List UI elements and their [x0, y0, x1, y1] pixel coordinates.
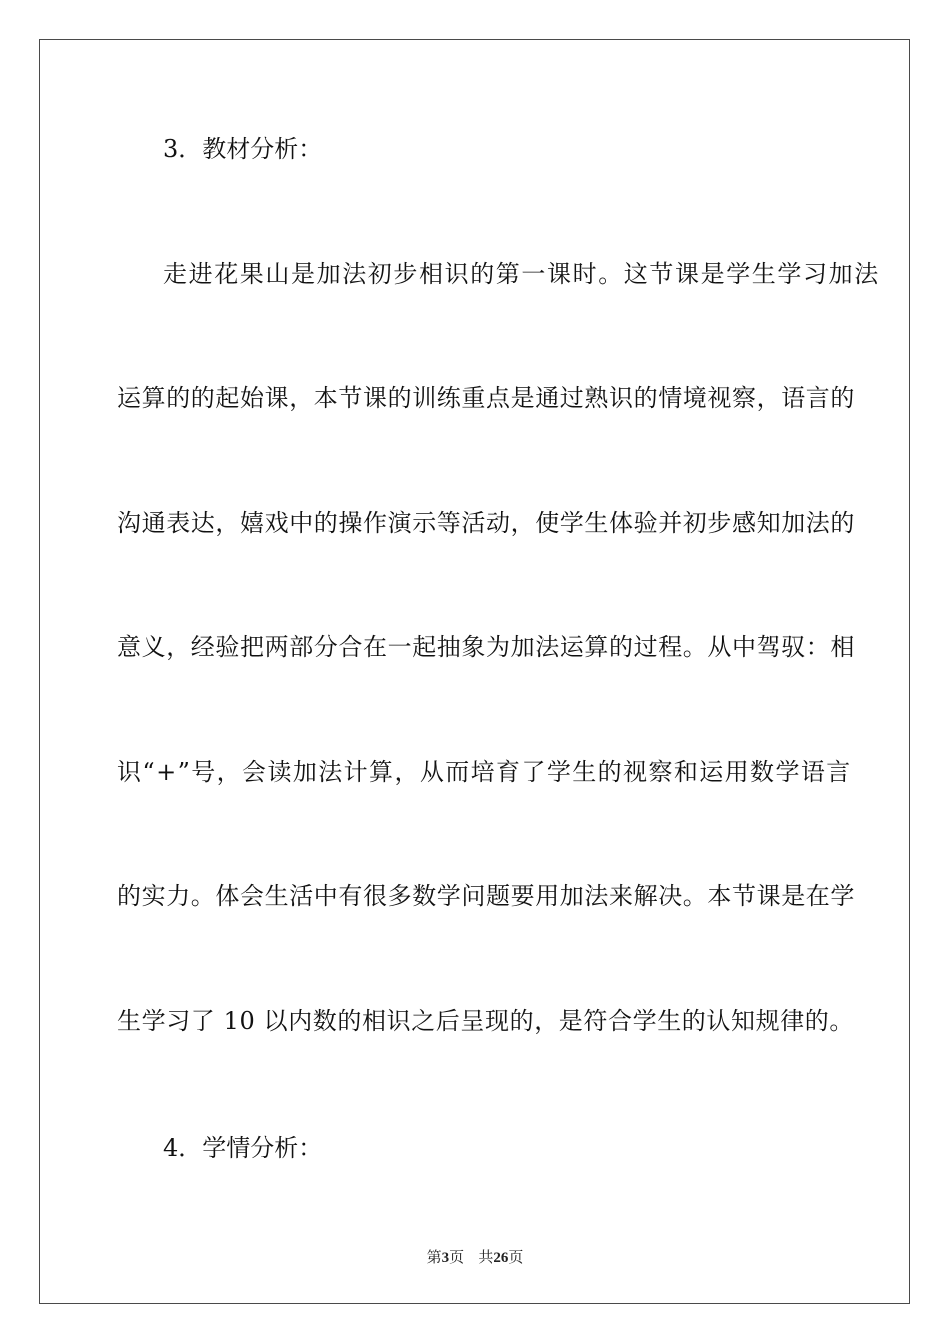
paragraph-line-6: 的实力。体会生活中有很多数学问题要用加法来解决。本节课是在学 [117, 882, 855, 910]
section-heading-4: 4．学情分析： [163, 1134, 323, 1162]
footer-total-suffix: 页 [508, 1248, 524, 1266]
paragraph-line-5: 识“+”号，会读加法计算，从而培育了学生的视察和运用数学语言 [117, 758, 852, 786]
paragraph-line-7: 生学习了 10 以内数的相识之后呈现的，是符合学生的认知规律的。 [117, 1007, 854, 1035]
footer-page-number: 3 [441, 1250, 450, 1266]
paragraph-line-3: 沟通表达，嬉戏中的操作演示等活动，使学生体验并初步感知加法的 [117, 509, 855, 537]
paragraph-line-4: 意义，经验把两部分合在一起抽象为加法运算的过程。从中驾驭：相 [117, 633, 855, 661]
footer-total-prefix: 共 [478, 1248, 494, 1266]
footer-total-pages: 26 [493, 1250, 509, 1266]
paragraph-line-1: 走进花果山是加法初步相识的第一课时。这节课是学生学习加法 [163, 260, 880, 288]
page-footer [0, 1246, 950, 1267]
page-frame [39, 39, 910, 1304]
footer-page-suffix: 页 [449, 1248, 465, 1266]
footer-page-prefix: 第 [426, 1248, 442, 1266]
section-heading-3: 3．教材分析： [163, 135, 323, 163]
paragraph-line-2: 运算的的起始课，本节课的训练重点是通过熟识的情境视察，语言的 [117, 384, 855, 412]
